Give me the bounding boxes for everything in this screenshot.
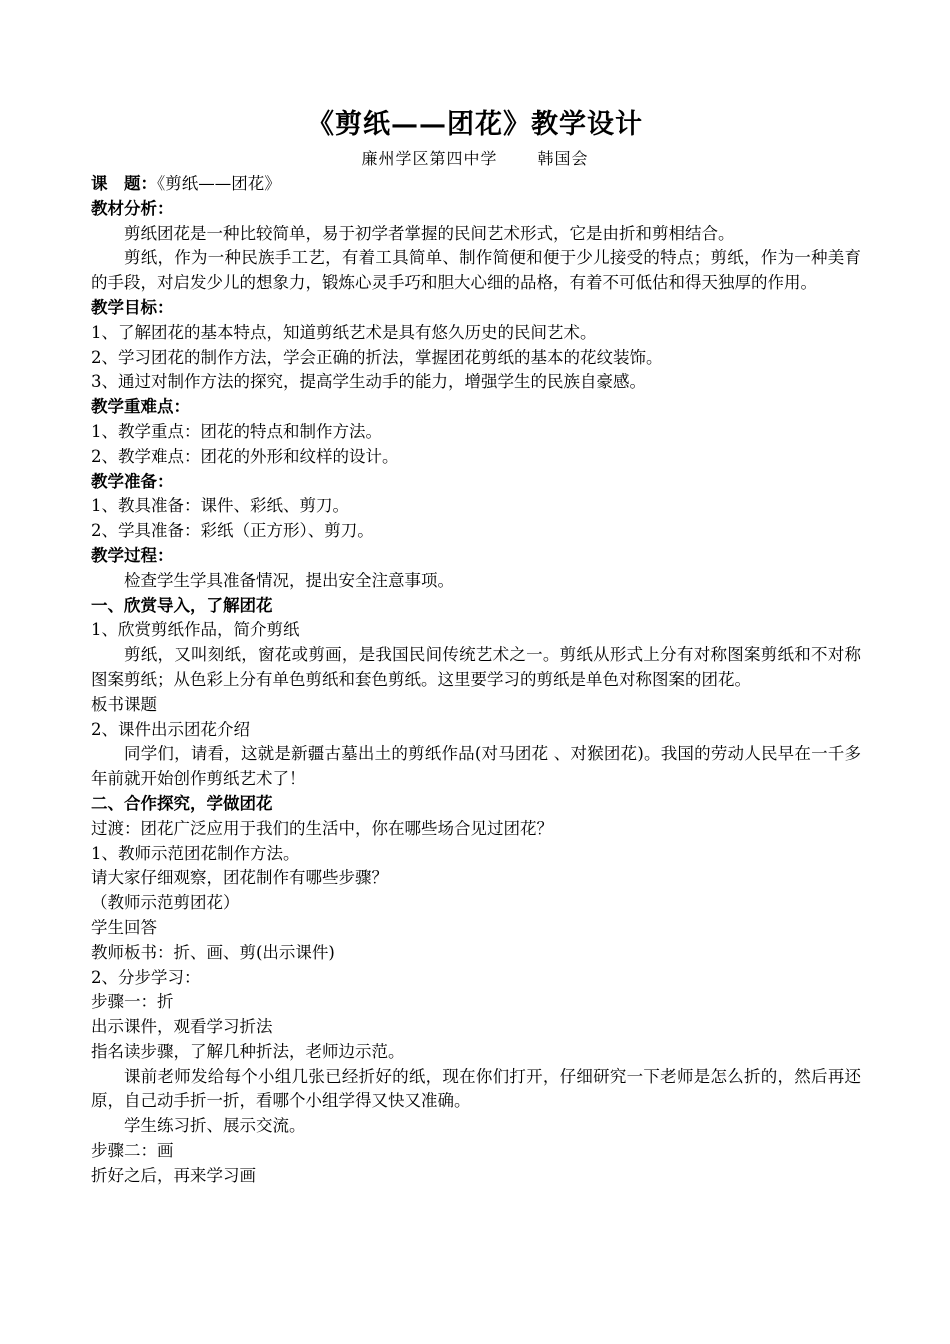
goals-heading: 教学目标：: [91, 297, 174, 317]
analysis-heading: 教材分析：: [91, 198, 174, 218]
part1-line: 1、欣赏剪纸作品，简介剪纸: [91, 620, 300, 640]
part2-line: 出示课件，观看学习折法: [91, 1017, 273, 1037]
prep-item: 1、教具准备：课件、彩纸、剪刀。: [91, 496, 349, 516]
part1-heading: 一、欣赏导入，了解团花: [91, 595, 273, 615]
topic-value: 《剪纸——团花》: [157, 174, 281, 193]
part2-line: 1、教师示范团花制作方法。: [91, 843, 300, 863]
part1-paragraph-1: 剪纸，又叫刻纸，窗花或剪画，是我国民间传统艺术之一。剪纸从形式上分有对称图案剪纸和不对称图案剪纸；从色彩上分有单色剪纸和套色剪纸。这里要学习的剪纸是单色对称图案的团花。: [91, 645, 861, 689]
prep-heading: 教学准备：: [91, 471, 174, 491]
document-title: 《剪纸——团花》教学设计: [307, 109, 643, 140]
part2-line: 指名读步骤，了解几种折法，老师边示范。: [91, 1041, 405, 1061]
keypoint-item: 2、教学难点：团花的外形和纹样的设计。: [91, 446, 399, 466]
part2-line: （教师示范剪团花）: [91, 893, 240, 913]
goal-item: 1、了解团花的基本特点，知道剪纸艺术是具有悠久历史的民间艺术。: [91, 322, 597, 342]
keypoint-item: 1、教学重点：团花的特点和制作方法。: [91, 421, 382, 441]
analysis-paragraph-1: 剪纸团花是一种比较简单，易于初学者掌握的民间艺术形式，它是由折和剪相结合。: [124, 223, 735, 243]
topic-line: [91, 172, 861, 197]
part2-line: 步骤二：画: [91, 1141, 174, 1161]
part2-line: 2、分步学习：: [91, 967, 201, 987]
process-heading: 教学过程：: [91, 545, 174, 565]
goal-item: 2、学习团花的制作方法，学会正确的折法，掌握团花剪纸的基本的花纹装饰。: [91, 347, 663, 367]
part2-paragraph-2: 学生练习折、展示交流。: [124, 1116, 306, 1136]
part1-line: 2、课件出示团花介绍: [91, 719, 250, 739]
part1-paragraph-2: 同学们，请看，这就是新疆古墓出土的剪纸作品(对马团花 、对猴团花)。我国的劳动人民早在一千多年前就开始创作剪纸艺术了！: [91, 744, 861, 789]
goal-item: 3、通过对制作方法的探究，提高学生动手的能力，增强学生的民族自豪感。: [91, 372, 646, 392]
author-line: [0, 146, 950, 169]
part2-line: 学生回答: [91, 917, 157, 937]
part2-line: 教师板书：折、画、剪(出示课件): [91, 942, 335, 962]
analysis-paragraph-2: 剪纸，作为一种民族手工艺，有着工具简单、制作简便和便于少儿接受的特点；剪纸，作为一种美育的手段，对启发少儿的想象力，锻炼心灵手巧和胆大心细的品格，有着不可低估和得天独厚的作用。: [91, 248, 861, 293]
document-body: [91, 172, 861, 1189]
part2-paragraph-1: 课前老师发给每个小组几张已经折好的纸，现在你们打开，仔细研究一下老师是怎么折的，然后再还原，自己动手折一折，看哪个小组学得又快又准确。: [91, 1066, 861, 1111]
author-name: 韩国会: [537, 149, 589, 168]
part2-line: 请大家仔细观察，团花制作有哪些步骤？: [91, 868, 388, 888]
author-school: 廉州学区第四中学: [361, 149, 498, 168]
topic-label: 课 题：: [91, 174, 157, 193]
part1-line: 板书课题: [91, 694, 157, 714]
part2-line: 折好之后，再来学习画: [91, 1165, 256, 1185]
keypoints-heading: 教学重难点：: [91, 397, 190, 417]
part2-line: 过渡：团花广泛应用于我们的生活中，你在哪些场合见过团花？: [91, 818, 553, 838]
process-paragraph: 检查学生学具准备情况，提出安全注意事项。: [124, 570, 454, 590]
part2-line: 步骤一：折: [91, 992, 174, 1012]
prep-item: 2、学具准备：彩纸（正方形）、剪刀。: [91, 521, 374, 541]
part2-heading: 二、合作探究，学做团花: [91, 793, 273, 813]
